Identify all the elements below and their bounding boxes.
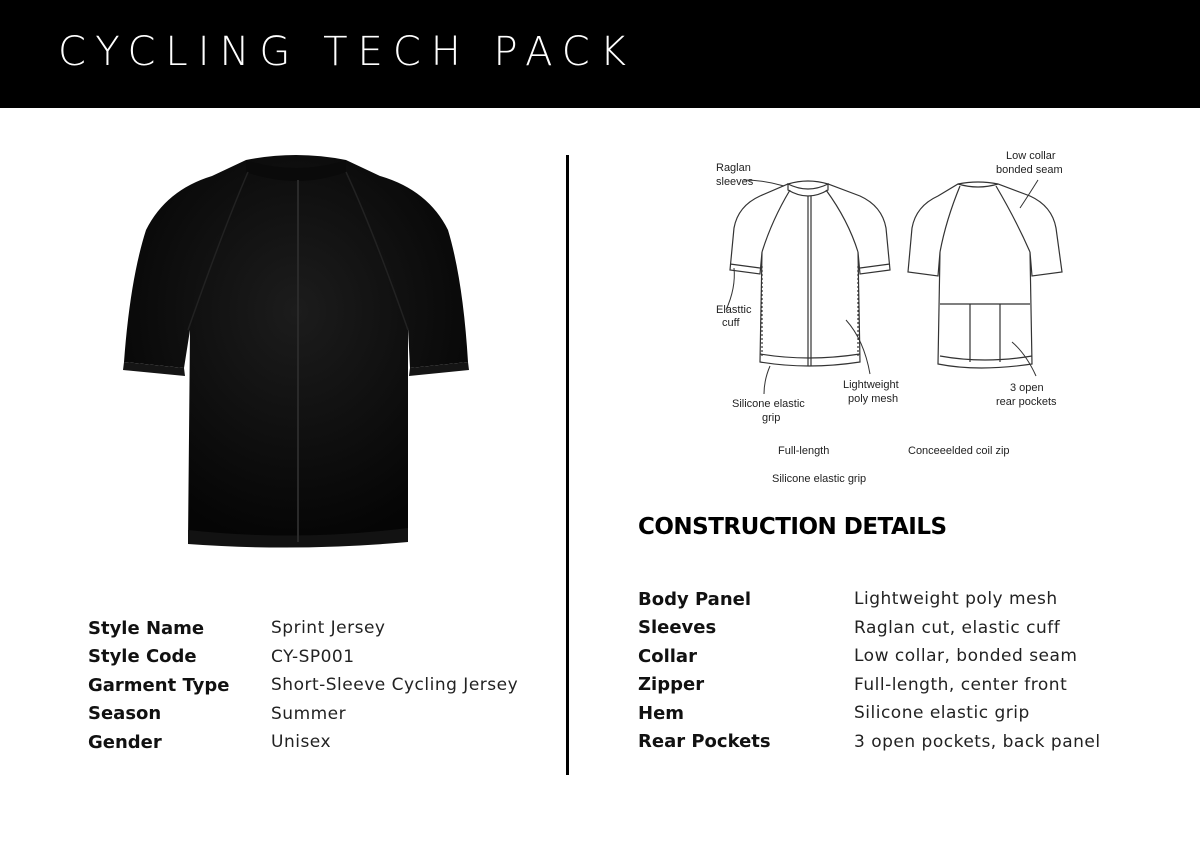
- callout-grip-1: Silicone elastic: [732, 398, 805, 410]
- callout-full-length: Full-length: [778, 445, 830, 457]
- spec-value: Sprint Jersey: [271, 618, 386, 639]
- header-bar: [0, 0, 1200, 108]
- detail-value: Full-length, center front: [854, 674, 1068, 695]
- callout-mesh-2: poly mesh: [848, 393, 899, 405]
- column-divider: [566, 155, 569, 775]
- spec-label: Gender: [88, 731, 162, 753]
- detail-label: Rear Pockets: [638, 731, 771, 753]
- callout-grip-2: grip: [762, 412, 781, 424]
- callout-raglan-2: sleeves: [716, 176, 754, 188]
- callout-pockets-1: 3 open: [1010, 382, 1044, 394]
- detail-row: [638, 585, 1178, 614]
- callout-collar-2: bonded seam: [996, 164, 1063, 176]
- spec-value: Summer: [271, 703, 347, 724]
- construction-details: [638, 585, 1178, 756]
- spec-label: Garment Type: [88, 674, 230, 696]
- detail-row: [638, 671, 1178, 700]
- callout-zip: Conceeelded coil zip: [908, 445, 1010, 457]
- spec-value: Unisex: [271, 732, 332, 753]
- detail-row: [638, 728, 1178, 757]
- front-view: [730, 181, 890, 366]
- spec-row: [88, 671, 548, 700]
- callout-arrows: [726, 180, 1038, 394]
- callout-raglan-1: Raglan: [716, 162, 751, 174]
- spec-row: [88, 614, 548, 643]
- detail-label: Collar: [638, 645, 697, 667]
- detail-label: Body Panel: [638, 588, 752, 610]
- spec-row: [88, 643, 548, 672]
- spec-value: CY-SP001: [271, 646, 355, 667]
- spec-value: Short-Sleeve Cycling Jersey: [271, 675, 519, 696]
- detail-value: Low collar, bonded seam: [854, 646, 1078, 667]
- spec-label: Style Name: [88, 617, 205, 639]
- technical-flat-sketch: [700, 140, 1090, 500]
- jersey-product-image: [118, 150, 474, 570]
- back-view: [908, 182, 1062, 368]
- spec-label: Season: [88, 703, 162, 725]
- detail-row: [638, 699, 1178, 728]
- detail-label: Hem: [638, 702, 685, 724]
- callout-grip-bottom: Silicone elastic grip: [772, 473, 867, 485]
- page-title: CYCLING TECH PACK: [58, 29, 636, 75]
- detail-value: Raglan cut, elastic cuff: [854, 617, 1061, 638]
- detail-label: Sleeves: [638, 617, 717, 639]
- detail-value: Silicone elastic grip: [854, 703, 1030, 724]
- callout-cuff-2: cuff: [722, 317, 740, 329]
- detail-row: [638, 614, 1178, 643]
- detail-value: 3 open pockets, back panel: [854, 731, 1101, 752]
- callout-cuff-1: Elasttic: [716, 304, 752, 316]
- construction-title: CONSTRUCTION DETAILS: [638, 514, 947, 540]
- callout-pockets-2: rear pockets: [996, 396, 1057, 408]
- detail-label: Zipper: [638, 674, 705, 696]
- detail-row: [638, 642, 1178, 671]
- callout-mesh-1: Lightweight: [843, 379, 899, 391]
- spec-row: [88, 700, 548, 729]
- spec-row: [88, 728, 548, 757]
- detail-value: Lightweight poly mesh: [854, 589, 1058, 610]
- callout-collar-1: Low collar: [1006, 150, 1056, 162]
- style-specs: [88, 614, 548, 757]
- spec-label: Style Code: [88, 646, 197, 668]
